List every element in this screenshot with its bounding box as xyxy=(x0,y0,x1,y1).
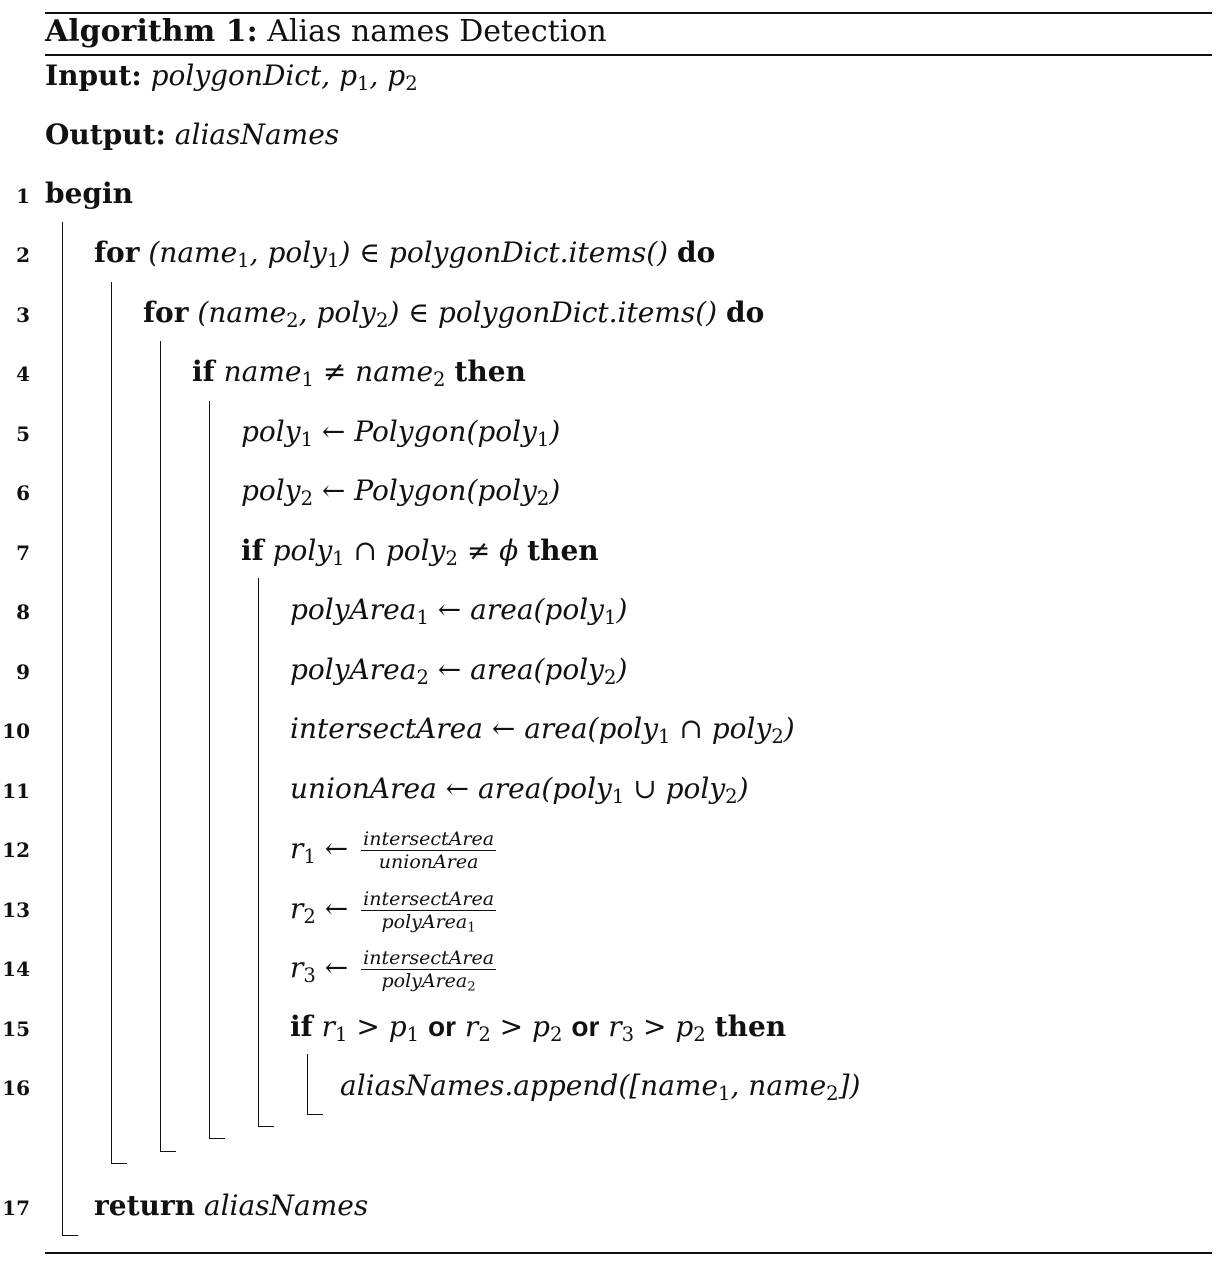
expr: ) xyxy=(737,772,749,805)
sub: 1 xyxy=(300,427,314,451)
sub: 2 xyxy=(693,1022,706,1046)
expr: , name xyxy=(730,1069,827,1102)
sub: 2 xyxy=(303,904,316,928)
sub: 1 xyxy=(332,546,345,570)
sub: 3 xyxy=(621,1022,635,1046)
code-line-1 xyxy=(45,174,133,214)
expr: ∪ poly xyxy=(624,772,726,805)
code-line-16 xyxy=(340,1066,860,1106)
expr: r xyxy=(608,1010,622,1043)
expr: poly xyxy=(272,534,333,567)
sub: 1 xyxy=(604,605,617,629)
sub: 1 xyxy=(467,920,476,936)
fraction-denominator xyxy=(361,911,496,936)
line-number: 15 xyxy=(2,1017,30,1041)
denominator-text: polyArea xyxy=(381,970,468,992)
code-line-12 xyxy=(290,828,496,873)
line-number: 5 xyxy=(16,422,30,446)
input-args-text: , p xyxy=(369,59,406,92)
line-number: 3 xyxy=(16,303,30,327)
expr: ← xyxy=(315,892,349,925)
sub: 2 xyxy=(478,1022,491,1046)
expr: ← Polygon(poly xyxy=(313,474,537,507)
expr: r xyxy=(290,832,304,865)
line-number: 13 xyxy=(2,898,30,922)
expr: intersectArea ← area(poly xyxy=(290,712,659,745)
fraction-numerator: intersectArea xyxy=(363,888,495,910)
keyword: then xyxy=(454,355,526,388)
fraction-denominator xyxy=(361,851,496,873)
expr: ) xyxy=(549,474,561,507)
input-args-text: polygonDict, p xyxy=(150,59,358,92)
sub: 1 xyxy=(611,784,625,808)
input-label: Input: xyxy=(45,59,142,92)
code-line-5 xyxy=(241,412,560,452)
expr: poly xyxy=(241,474,301,507)
keyword: for xyxy=(143,296,189,329)
block-end-for2 xyxy=(160,1151,176,1152)
expr: > p xyxy=(634,1010,694,1043)
sub: 2 xyxy=(725,784,738,808)
sub: 2 xyxy=(405,71,418,95)
line-number: 10 xyxy=(2,719,30,743)
sub: 2 xyxy=(445,546,458,570)
block-end-for1 xyxy=(111,1163,127,1164)
bottom-rule xyxy=(45,1252,1212,1254)
expr: (name xyxy=(197,296,287,329)
input-line xyxy=(45,56,418,96)
block-line-if1 xyxy=(209,401,210,1138)
expr: ) ∈ polygonDict.items() xyxy=(388,296,726,329)
sub: 1 xyxy=(718,1081,731,1105)
expr: aliasNames xyxy=(203,1189,369,1222)
line-number: 6 xyxy=(16,481,30,505)
caption-label: Algorithm 1: xyxy=(45,14,258,49)
expr: ) xyxy=(616,653,628,686)
expr: ← xyxy=(315,951,349,984)
block-end-begin xyxy=(62,1235,78,1236)
fraction xyxy=(361,888,496,936)
fraction-denominator xyxy=(361,970,496,995)
sub: 1 xyxy=(357,71,370,95)
expr: > p xyxy=(347,1010,407,1043)
block-line-if3 xyxy=(307,1054,308,1114)
sub: 1 xyxy=(658,724,671,748)
sub: 1 xyxy=(327,248,340,272)
keyword: if xyxy=(192,355,215,388)
expr: > p xyxy=(490,1010,550,1043)
sub: 2 xyxy=(549,1022,563,1046)
sub: 2 xyxy=(300,486,314,510)
sub: 2 xyxy=(286,308,299,332)
block-end-if3 xyxy=(307,1114,323,1115)
keyword: then xyxy=(714,1010,787,1043)
sub: 2 xyxy=(604,665,617,689)
block-end-if1 xyxy=(209,1138,225,1139)
expr: r xyxy=(290,951,304,984)
sub: 2 xyxy=(771,724,784,748)
expr: ∩ poly xyxy=(344,534,446,567)
code-line-3 xyxy=(143,293,764,333)
expr: (name xyxy=(148,236,238,269)
code-line-4 xyxy=(192,352,526,392)
keyword: if xyxy=(241,534,264,567)
line-number: 12 xyxy=(2,838,30,862)
or-keyword: or xyxy=(428,1011,457,1042)
code-line-17 xyxy=(94,1186,368,1226)
expr: aliasNames.append([name xyxy=(340,1069,719,1102)
code-line-15 xyxy=(290,1007,786,1047)
expr: ← xyxy=(315,832,349,865)
expr: ∩ poly xyxy=(670,712,772,745)
code-line-13 xyxy=(290,888,496,936)
output-line xyxy=(45,115,339,155)
expr: r xyxy=(464,1010,479,1043)
block-line-for1 xyxy=(111,282,112,1163)
line-number: 2 xyxy=(16,243,30,267)
sub: 3 xyxy=(303,963,316,987)
keyword: then xyxy=(527,534,599,567)
line-number: 1 xyxy=(16,184,30,208)
sub: 2 xyxy=(376,308,389,332)
line-number: 11 xyxy=(2,779,30,803)
expr: poly xyxy=(241,415,301,448)
keyword: begin xyxy=(45,177,133,210)
expr: , poly xyxy=(249,236,327,269)
sub: 1 xyxy=(301,367,314,391)
output-value: aliasNames xyxy=(174,118,340,151)
expr: ) ∈ polygonDict.items() xyxy=(339,236,677,269)
line-number: 16 xyxy=(2,1076,30,1100)
keyword: do xyxy=(725,296,765,329)
algorithm-caption xyxy=(45,12,607,52)
line-number: 7 xyxy=(16,541,30,565)
fraction xyxy=(361,947,496,995)
expr: ← area(poly xyxy=(428,593,604,626)
expr: ≠ ϕ xyxy=(457,534,528,567)
code-line-6 xyxy=(241,471,560,511)
denominator-text: polyArea xyxy=(381,911,468,933)
sub: 2 xyxy=(467,979,476,995)
expr: , poly xyxy=(298,296,376,329)
line-number: 14 xyxy=(2,957,30,981)
code-line-11 xyxy=(290,769,749,809)
code-line-10 xyxy=(290,709,795,749)
line-number: 8 xyxy=(16,600,30,624)
line-number: 9 xyxy=(16,660,30,684)
block-line-begin xyxy=(62,222,63,1235)
expr: ) xyxy=(783,712,795,745)
expr: unionArea ← area(poly xyxy=(290,772,612,805)
sub: 1 xyxy=(237,248,250,272)
code-line-2 xyxy=(94,233,715,273)
sub: 1 xyxy=(406,1022,420,1046)
sub: 1 xyxy=(536,427,550,451)
expr: polyArea xyxy=(290,653,417,686)
block-end-if2 xyxy=(258,1126,274,1127)
output-label: Output: xyxy=(45,118,166,151)
sub: 2 xyxy=(416,665,429,689)
keyword: do xyxy=(676,236,716,269)
keyword: if xyxy=(290,1010,313,1043)
fraction-numerator: intersectArea xyxy=(363,947,495,969)
code-line-7 xyxy=(241,531,599,571)
block-line-for2 xyxy=(160,341,161,1151)
sub: 1 xyxy=(303,844,316,868)
input-args xyxy=(150,59,418,95)
expr: ← area(poly xyxy=(428,653,604,686)
code-line-14 xyxy=(290,947,496,995)
fraction xyxy=(361,828,496,873)
expr: r xyxy=(290,892,304,925)
caption-title: Alias names Detection xyxy=(267,14,607,49)
code-line-8 xyxy=(290,590,627,630)
expr: ) xyxy=(616,593,628,626)
sub: 1 xyxy=(416,605,429,629)
expr: ]) xyxy=(838,1069,861,1102)
expr: polyArea xyxy=(290,593,417,626)
line-number: 17 xyxy=(2,1196,30,1220)
sub: 2 xyxy=(536,486,550,510)
keyword: return xyxy=(94,1189,195,1222)
line-number: 4 xyxy=(16,362,30,386)
expr: ) xyxy=(549,415,561,448)
expr: ← Polygon(poly xyxy=(313,415,537,448)
sub: 1 xyxy=(334,1022,348,1046)
keyword: for xyxy=(94,236,140,269)
expr: ≠ name xyxy=(313,355,434,388)
expr: r xyxy=(321,1010,335,1043)
denominator-text: unionArea xyxy=(378,851,479,873)
block-line-if2 xyxy=(258,578,259,1126)
fraction-numerator: intersectArea xyxy=(363,828,495,850)
expr: name xyxy=(223,355,302,388)
or-keyword: or xyxy=(571,1011,600,1042)
sub: 2 xyxy=(433,367,446,391)
sub: 2 xyxy=(826,1081,839,1105)
code-line-9 xyxy=(290,650,627,690)
